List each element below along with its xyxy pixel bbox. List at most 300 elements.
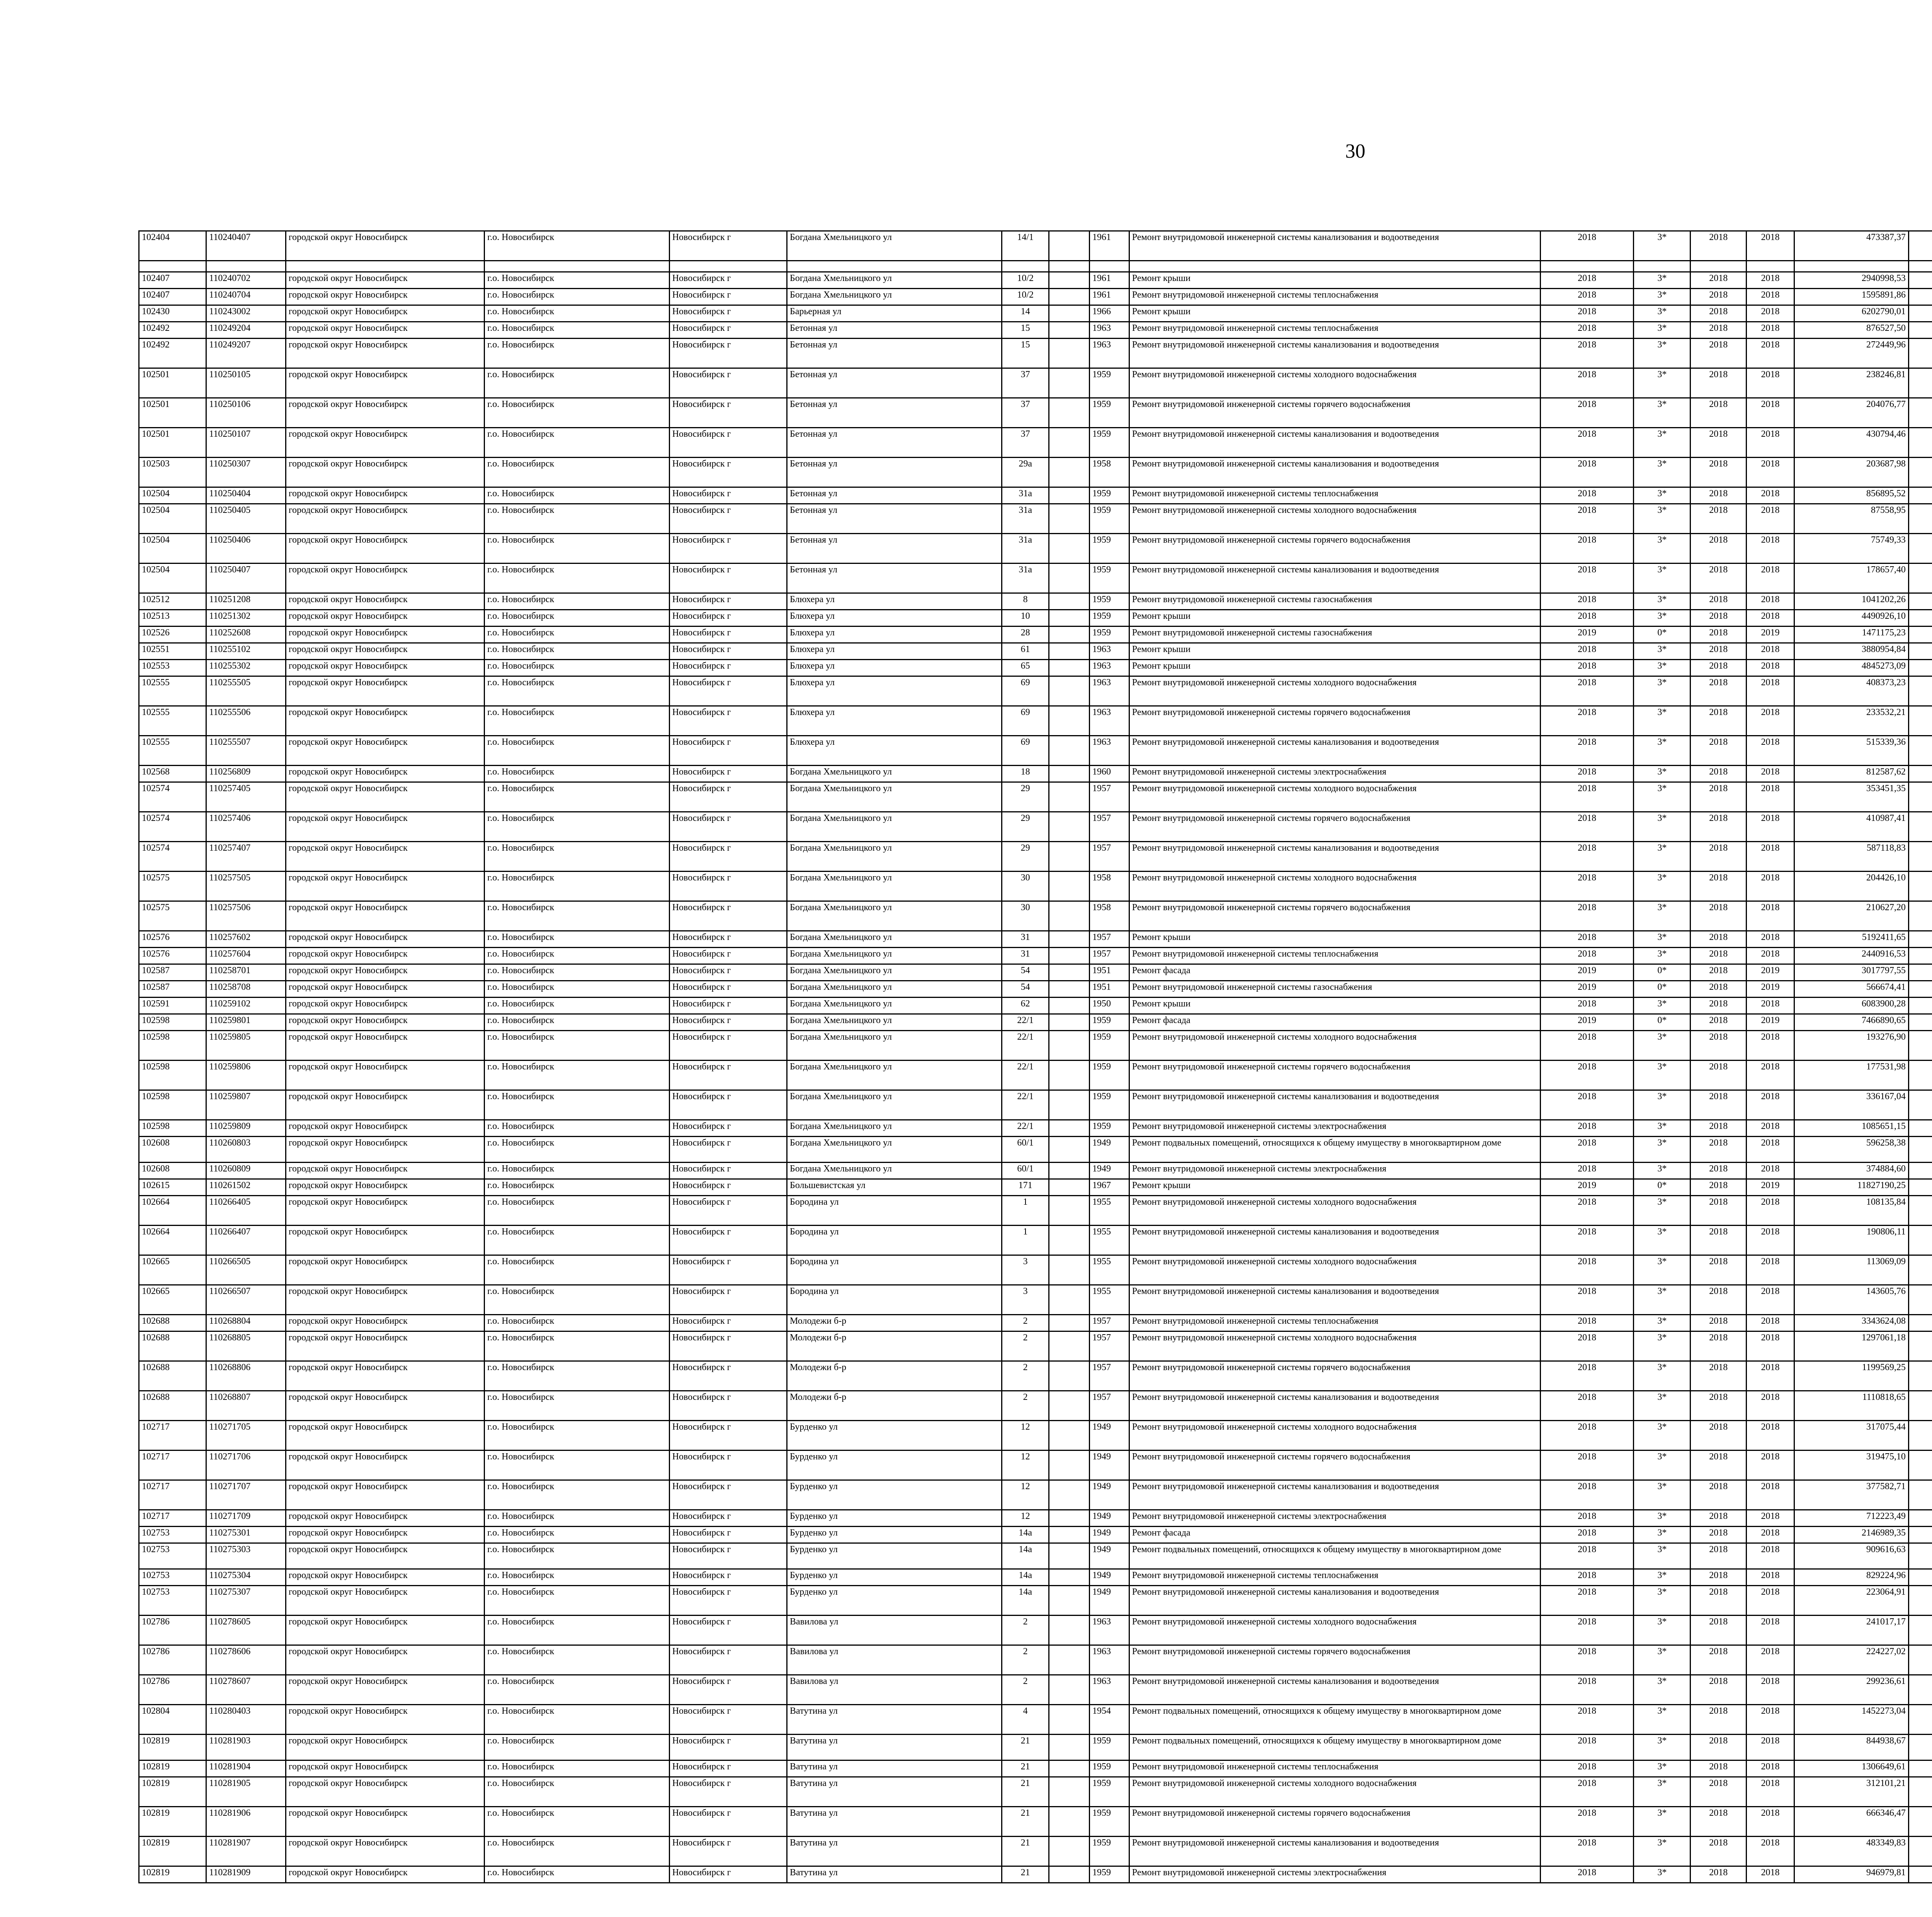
cell-id: 102492 (139, 339, 206, 368)
cell-code: 110252608 (206, 627, 286, 643)
cell-spacer (1049, 931, 1090, 948)
cell-street: Бурденко ул (787, 1451, 1002, 1480)
cell-cat: 3* (1634, 1196, 1690, 1226)
cell-district: городской округ Новосибирск (286, 1163, 484, 1179)
cell-plan-year: 2018 (1540, 1451, 1633, 1480)
cell-code: 110271707 (206, 1480, 286, 1510)
cell-plan-year: 2018 (1540, 1543, 1633, 1569)
cell-fund (1908, 398, 1932, 428)
cell-code: 110266507 (206, 1285, 286, 1315)
cell-city: Новосибирск г (669, 1480, 787, 1510)
cell-work: Ремонт внутридомовой инженерной системы канализования и водоотведения (1129, 339, 1540, 368)
cell-district: городской округ Новосибирск (286, 1616, 484, 1645)
cell-city: Новосибирск г (669, 1226, 787, 1255)
cell-street: Бурденко ул (787, 1480, 1002, 1510)
cell-house: 69 (1002, 706, 1049, 736)
cell-total: 596258,38 (1794, 1137, 1908, 1163)
cell-cat: 3* (1634, 1510, 1690, 1527)
cell-plan-year: 2018 (1540, 842, 1633, 872)
cell-end: 2018 (1747, 706, 1794, 736)
cell-fund (1908, 564, 1932, 593)
cell-fund (1908, 1837, 1932, 1866)
cell-settlement: г.о. Новосибирск (485, 1031, 670, 1061)
cell-city: Новосибирск г (669, 368, 787, 398)
cell-settlement: г.о. Новосибирск (485, 1361, 670, 1391)
cell-spacer (1049, 564, 1090, 593)
cell-cat: 3* (1634, 593, 1690, 610)
cell-settlement: г.о. Новосибирск (485, 706, 670, 736)
cell-cat: 3* (1634, 1777, 1690, 1807)
cell-city: Новосибирск г (669, 931, 787, 948)
cell-total: 473387,37 (1794, 231, 1908, 261)
cell-spacer (1049, 231, 1090, 261)
table-row (139, 998, 1932, 1014)
cell-house: 171 (1002, 1179, 1049, 1196)
cell-settlement: г.о. Новосибирск (485, 504, 670, 534)
cell-plan-year: 2018 (1540, 1705, 1633, 1735)
cell-street: Богдана Хмельницкого ул (787, 1120, 1002, 1137)
cell-year: 1966 (1089, 305, 1129, 322)
cell-street: Богдана Хмельницкого ул (787, 981, 1002, 998)
cell-work: Ремонт внутридомовой инженерной системы электроснабжения (1129, 1510, 1540, 1527)
cell-city: Новосибирск г (669, 1527, 787, 1543)
cell-code: 110271709 (206, 1510, 286, 1527)
cell-start: 2018 (1690, 487, 1747, 504)
cell-total: 204076,77 (1794, 398, 1908, 428)
cell-total: 1452273,04 (1794, 1705, 1908, 1735)
cell-work: Ремонт внутридомовой инженерной системы канализования и водоотведения (1129, 1480, 1540, 1510)
cell-cat: 3* (1634, 1527, 1690, 1543)
table-row (139, 1226, 1932, 1255)
cell-plan-year: 2018 (1540, 1331, 1633, 1361)
cell-end: 2018 (1747, 231, 1794, 261)
table-row (139, 1163, 1932, 1179)
cell-year: 1949 (1089, 1569, 1129, 1586)
table-row (139, 504, 1932, 534)
cell-street: Бородина ул (787, 1285, 1002, 1315)
cell-id: 102717 (139, 1480, 206, 1510)
cell-district: городской округ Новосибирск (286, 706, 484, 736)
cell-start: 2018 (1690, 1061, 1747, 1090)
cell-cat: 3* (1634, 1866, 1690, 1883)
cell-district: городской округ Новосибирск (286, 339, 484, 368)
cell-id: 102664 (139, 1226, 206, 1255)
cell-end: 2018 (1747, 1527, 1794, 1543)
cell-house: 28 (1002, 627, 1049, 643)
cell-end: 2018 (1747, 1760, 1794, 1777)
cell-id: 102688 (139, 1361, 206, 1391)
cell-city: Новосибирск г (669, 964, 787, 981)
cell-work: Ремонт внутридомовой инженерной системы канализования и водоотведения (1129, 1675, 1540, 1705)
cell-code: 110266407 (206, 1226, 286, 1255)
cell-start: 2018 (1690, 1705, 1747, 1735)
cell-start: 2018 (1690, 660, 1747, 676)
cell-code: 110259102 (206, 998, 286, 1014)
cell-house: 12 (1002, 1510, 1049, 1527)
cell-district: городской округ Новосибирск (286, 643, 484, 660)
table-row (139, 1451, 1932, 1480)
cell-fund (1908, 272, 1932, 289)
cell-fund (1908, 1645, 1932, 1675)
cell-cat: 3* (1634, 1090, 1690, 1120)
cell-code: 110259801 (206, 1014, 286, 1031)
cell-id: 102551 (139, 643, 206, 660)
cell-cat: 3* (1634, 1061, 1690, 1090)
cell-end: 2018 (1747, 872, 1794, 901)
cell-fund (1908, 487, 1932, 504)
cell-total: 312101,21 (1794, 1777, 1908, 1807)
cell-house: 30 (1002, 901, 1049, 931)
cell-total: 3017797,55 (1794, 964, 1908, 981)
cell-end: 2018 (1747, 428, 1794, 458)
cell-plan-year: 2018 (1540, 305, 1633, 322)
table-row (139, 901, 1932, 931)
cell-city: Новосибирск г (669, 487, 787, 504)
cell-code: 110257406 (206, 812, 286, 842)
cell-cat: 3* (1634, 1285, 1690, 1315)
cell-work: Ремонт внутридомовой инженерной системы горячего водоснабжения (1129, 534, 1540, 564)
cell-house: 1 (1002, 1196, 1049, 1226)
cell-year: 1957 (1089, 1331, 1129, 1361)
cell-id: 102574 (139, 812, 206, 842)
cell-year: 1951 (1089, 981, 1129, 998)
cell-spacer (1049, 766, 1090, 782)
cell-start: 2018 (1690, 1837, 1747, 1866)
cell-fund (1908, 1421, 1932, 1451)
cell-work: Ремонт внутридомовой инженерной системы электроснабжения (1129, 766, 1540, 782)
cell-house: 14а (1002, 1586, 1049, 1616)
cell-spacer (1049, 1315, 1090, 1331)
cell-street: Бурденко ул (787, 1421, 1002, 1451)
cell-spacer (1049, 1163, 1090, 1179)
cell-work: Ремонт фасада (1129, 964, 1540, 981)
table-row (139, 322, 1932, 339)
cell-code: 110250106 (206, 398, 286, 428)
cell-settlement: г.о. Новосибирск (485, 964, 670, 981)
cell-work: Ремонт внутридомовой инженерной системы горячего водоснабжения (1129, 901, 1540, 931)
cell-code: 110259805 (206, 1031, 286, 1061)
cell-plan-year: 2019 (1540, 627, 1633, 643)
cell-city: Новосибирск г (669, 593, 787, 610)
cell-start: 2018 (1690, 1760, 1747, 1777)
cell-plan-year: 2018 (1540, 1285, 1633, 1315)
cell-id: 102819 (139, 1777, 206, 1807)
cell-year: 1959 (1089, 610, 1129, 627)
cell-street: Блюхера ул (787, 736, 1002, 766)
cell-start: 2018 (1690, 1807, 1747, 1837)
cell-spacer (1049, 272, 1090, 289)
cell-settlement: г.о. Новосибирск (485, 339, 670, 368)
cell-work: Ремонт внутридомовой инженерной системы канализования и водоотведения (1129, 1837, 1540, 1866)
cell-code: 110266505 (206, 1255, 286, 1285)
cell-street: Молодежи б-р (787, 1361, 1002, 1391)
cell-house: 14 (1002, 305, 1049, 322)
cell-code: 110255102 (206, 643, 286, 660)
cell-end: 2018 (1747, 1285, 1794, 1315)
cell-street: Бетонная ул (787, 428, 1002, 458)
cell-street: Бурденко ул (787, 1543, 1002, 1569)
cell-cat: 3* (1634, 1361, 1690, 1391)
cell-house: 31 (1002, 948, 1049, 964)
cell-start: 2018 (1690, 1255, 1747, 1285)
cell-settlement: г.о. Новосибирск (485, 1120, 670, 1137)
cell-id: 102404 (139, 231, 206, 261)
cell-street: Ватутина ул (787, 1735, 1002, 1760)
cell-total: 712223,49 (1794, 1510, 1908, 1527)
cell-fund (1908, 842, 1932, 872)
cell-district: городской округ Новосибирск (286, 812, 484, 842)
cell-street: Богдана Хмельницкого ул (787, 998, 1002, 1014)
cell-year: 1957 (1089, 931, 1129, 948)
cell-work: Ремонт внутридомовой инженерной системы горячего водоснабжения (1129, 1645, 1540, 1675)
cell-fund (1908, 593, 1932, 610)
cell-settlement: г.о. Новосибирск (485, 1675, 670, 1705)
cell-house: 61 (1002, 643, 1049, 660)
cell-settlement: г.о. Новосибирск (485, 305, 670, 322)
cell-cat: 3* (1634, 1645, 1690, 1675)
cell-street: Бетонная ул (787, 504, 1002, 534)
cell-street: Богдана Хмельницкого ул (787, 272, 1002, 289)
cell-district: городской округ Новосибирск (286, 1391, 484, 1421)
cell-year: 1955 (1089, 1285, 1129, 1315)
cell-start: 2018 (1690, 782, 1747, 812)
cell-city: Новосибирск г (669, 812, 787, 842)
cell-spacer (1049, 1705, 1090, 1735)
cell-year: 1959 (1089, 627, 1129, 643)
cell-fund (1908, 322, 1932, 339)
table-row (139, 1586, 1932, 1616)
cell-plan-year: 2018 (1540, 1315, 1633, 1331)
cell-year: 1949 (1089, 1421, 1129, 1451)
cell-street: Вавилова ул (787, 1616, 1002, 1645)
cell-start: 2018 (1690, 1137, 1747, 1163)
cell-settlement: г.о. Новосибирск (485, 660, 670, 676)
cell-total: 483349,83 (1794, 1837, 1908, 1866)
cell-district: городской округ Новосибирск (286, 272, 484, 289)
cell-house: 12 (1002, 1421, 1049, 1451)
cell-end: 2018 (1747, 1807, 1794, 1837)
cell-street: Молодежи б-р (787, 1315, 1002, 1331)
cell-district: городской округ Новосибирск (286, 1226, 484, 1255)
cell-district: городской округ Новосибирск (286, 660, 484, 676)
cell-cat: 3* (1634, 1675, 1690, 1705)
cell-fund (1908, 1120, 1932, 1137)
cell-work: Ремонт крыши (1129, 305, 1540, 322)
cell-id: 102598 (139, 1090, 206, 1120)
cell-cat: 3* (1634, 1255, 1690, 1285)
table-row (139, 289, 1932, 305)
cell-district: городской округ Новосибирск (286, 627, 484, 643)
cell-plan-year: 2018 (1540, 458, 1633, 487)
cell-plan-year: 2018 (1540, 289, 1633, 305)
cell-settlement: г.о. Новосибирск (485, 428, 670, 458)
table-row (139, 1735, 1932, 1760)
cell-plan-year: 2018 (1540, 1480, 1633, 1510)
table-row (139, 305, 1932, 322)
cell-year: 1949 (1089, 1527, 1129, 1543)
cell-house: 4 (1002, 1705, 1049, 1735)
cell-code: 110240702 (206, 272, 286, 289)
table-row (139, 948, 1932, 964)
cell-house: 12 (1002, 1451, 1049, 1480)
cell-house: 21 (1002, 1760, 1049, 1777)
cell-end: 2018 (1747, 339, 1794, 368)
cell-year: 1959 (1089, 1031, 1129, 1061)
cell-fund (1908, 981, 1932, 998)
cell-start: 2018 (1690, 1451, 1747, 1480)
cell-street: Богдана Хмельницкого ул (787, 782, 1002, 812)
cell-start: 2018 (1690, 1179, 1747, 1196)
cell-city: Новосибирск г (669, 1179, 787, 1196)
cell-district: городской округ Новосибирск (286, 305, 484, 322)
cell-total: 210627,20 (1794, 901, 1908, 931)
cell-work: Ремонт внутридомовой инженерной системы электроснабжения (1129, 1163, 1540, 1179)
cell-settlement: г.о. Новосибирск (485, 272, 670, 289)
cell-end: 2018 (1747, 998, 1794, 1014)
cell-start: 2018 (1690, 736, 1747, 766)
table-row (139, 1837, 1932, 1866)
cell-start: 2018 (1690, 322, 1747, 339)
cell-start: 2018 (1690, 931, 1747, 948)
cell-code: 110281904 (206, 1760, 286, 1777)
cell-city: Новосибирск г (669, 1331, 787, 1361)
cell-street: Бетонная ул (787, 487, 1002, 504)
cell-year: 1959 (1089, 1014, 1129, 1031)
cell-start: 2018 (1690, 998, 1747, 1014)
cell-plan-year: 2018 (1540, 998, 1633, 1014)
cell-district: городской округ Новосибирск (286, 736, 484, 766)
cell-fund (1908, 706, 1932, 736)
cell-id: 102753 (139, 1569, 206, 1586)
cell-district: городской округ Новосибирск (286, 1031, 484, 1061)
cell-district: городской округ Новосибирск (286, 1421, 484, 1451)
cell-fund (1908, 534, 1932, 564)
cell-fund (1908, 931, 1932, 948)
cell-cat: 3* (1634, 305, 1690, 322)
cell-fund (1908, 1705, 1932, 1735)
cell-settlement: г.о. Новосибирск (485, 368, 670, 398)
cell-code: 110240407 (206, 231, 286, 261)
cell-year: 1957 (1089, 782, 1129, 812)
cell-city: Новосибирск г (669, 1137, 787, 1163)
cell-year: 1959 (1089, 1090, 1129, 1120)
cell-street: Вавилова ул (787, 1645, 1002, 1675)
cell-code: 110256809 (206, 766, 286, 782)
table-row (139, 766, 1932, 782)
cell-district: городской округ Новосибирск (286, 1527, 484, 1543)
cell-year: 1955 (1089, 1255, 1129, 1285)
cell-work: Ремонт внутридомовой инженерной системы электроснабжения (1129, 1120, 1540, 1137)
cell-work: Ремонт внутридомовой инженерной системы теплоснабжения (1129, 487, 1540, 504)
cell-city: Новосибирск г (669, 1735, 787, 1760)
cell-id: 102504 (139, 564, 206, 593)
table-row (139, 1616, 1932, 1645)
cell-total: 108135,84 (1794, 1196, 1908, 1226)
cell-end: 2018 (1747, 1120, 1794, 1137)
cell-total: 876527,50 (1794, 322, 1908, 339)
cell-start: 2018 (1690, 1777, 1747, 1807)
cell-start: 2018 (1690, 1421, 1747, 1451)
cell-cat: 3* (1634, 1391, 1690, 1421)
cell-spacer (1049, 1196, 1090, 1226)
cell-fund (1908, 676, 1932, 706)
cell-district: городской округ Новосибирск (286, 289, 484, 305)
cell-settlement: г.о. Новосибирск (485, 1616, 670, 1645)
cell-total: 408373,23 (1794, 676, 1908, 706)
cell-code: 110266405 (206, 1196, 286, 1226)
cell-start: 2018 (1690, 534, 1747, 564)
cell-settlement: г.о. Новосибирск (485, 1777, 670, 1807)
cell-settlement: г.о. Новосибирск (485, 842, 670, 872)
cell-plan-year: 2019 (1540, 981, 1633, 998)
table-row (139, 1090, 1932, 1120)
cell-street: Богдана Хмельницкого ул (787, 1163, 1002, 1179)
cell-spacer (1049, 1331, 1090, 1361)
cell-spacer (1049, 1421, 1090, 1451)
cell-total: 1041202,26 (1794, 593, 1908, 610)
cell-settlement: г.о. Новосибирск (485, 1137, 670, 1163)
cell-total: 11827190,25 (1794, 1179, 1908, 1196)
cell-settlement: г.о. Новосибирск (485, 398, 670, 428)
cell-fund (1908, 1735, 1932, 1760)
cell-settlement: г.о. Новосибирск (485, 1451, 670, 1480)
cell-district: городской округ Новосибирск (286, 1179, 484, 1196)
cell-code: 110251208 (206, 593, 286, 610)
cell-street: Бурденко ул (787, 1586, 1002, 1616)
cell-year: 1959 (1089, 487, 1129, 504)
cell-street: Блюхера ул (787, 660, 1002, 676)
cell-year: 1951 (1089, 964, 1129, 981)
cell-id: 102598 (139, 1031, 206, 1061)
cell-end: 2018 (1747, 1255, 1794, 1285)
cell-district: городской округ Новосибирск (286, 1777, 484, 1807)
cell-spacer (1049, 1391, 1090, 1421)
cell-cat: 3* (1634, 1120, 1690, 1137)
cell-plan-year: 2018 (1540, 1196, 1633, 1226)
cell-plan-year: 2018 (1540, 534, 1633, 564)
cell-spacer (1049, 1616, 1090, 1645)
cell-fund (1908, 998, 1932, 1014)
cell-end: 2018 (1747, 766, 1794, 782)
cell-code: 110250406 (206, 534, 286, 564)
cell-plan-year: 2019 (1540, 964, 1633, 981)
cell-house: 14/1 (1002, 231, 1049, 261)
cell-end: 2018 (1747, 1031, 1794, 1061)
cell-settlement: г.о. Новосибирск (485, 1421, 670, 1451)
cell-spacer (1049, 676, 1090, 706)
cell-house: 2 (1002, 1331, 1049, 1361)
cell-end: 2018 (1747, 1777, 1794, 1807)
cell-cat: 3* (1634, 948, 1690, 964)
cell-spacer (1049, 339, 1090, 368)
cell-house: 22/1 (1002, 1061, 1049, 1090)
cell-plan-year: 2018 (1540, 1090, 1633, 1120)
cell-year: 1959 (1089, 1760, 1129, 1777)
cell-work: Ремонт внутридомовой инженерной системы канализования и водоотведения (1129, 1391, 1540, 1421)
cell-code: 110257405 (206, 782, 286, 812)
cell-street: Богдана Хмельницкого ул (787, 766, 1002, 782)
cell-work: Ремонт внутридомовой инженерной системы холодного водоснабжения (1129, 1421, 1540, 1451)
table-row (139, 428, 1932, 458)
cell-code: 110261502 (206, 1179, 286, 1196)
cell-end: 2018 (1747, 1510, 1794, 1527)
table-row (139, 1179, 1932, 1196)
cell-start: 2018 (1690, 1675, 1747, 1705)
cell-total: 75749,33 (1794, 534, 1908, 564)
cell-city: Новосибирск г (669, 1866, 787, 1883)
cell-year: 1963 (1089, 1616, 1129, 1645)
table-row (139, 1014, 1932, 1031)
